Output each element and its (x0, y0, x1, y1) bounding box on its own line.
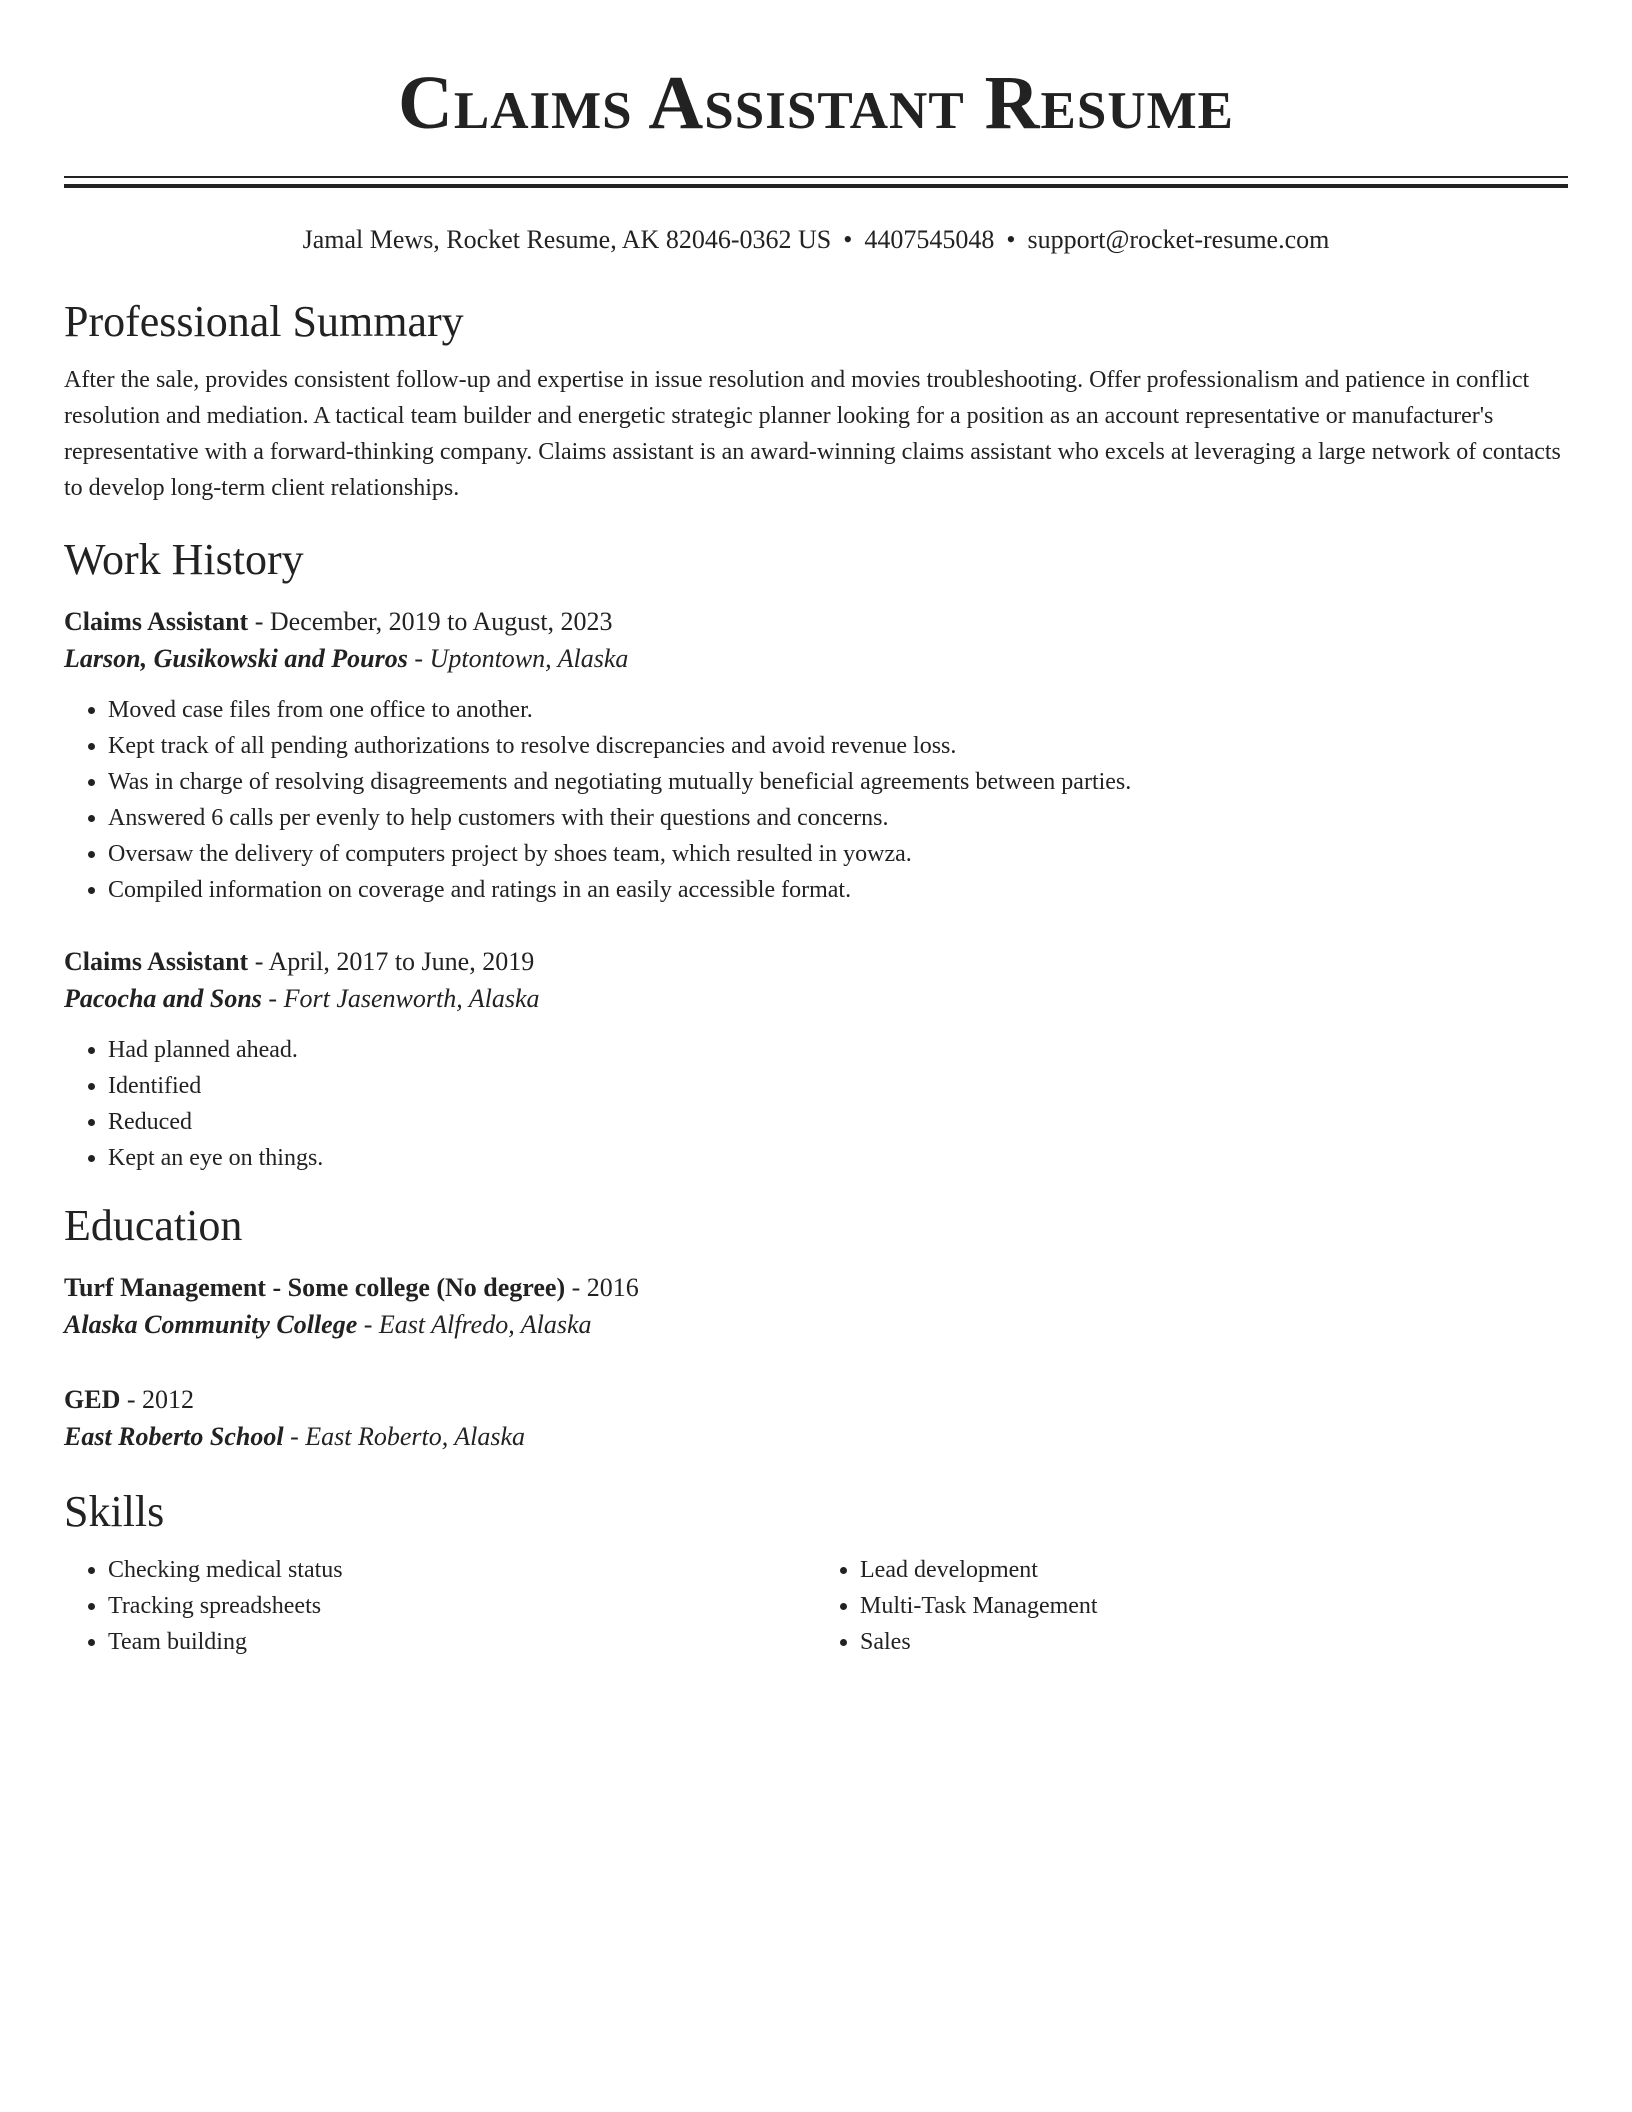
summary-section (64, 296, 1568, 506)
list-item: • Tracking spreadsheets (108, 1588, 816, 1624)
skills-columns (64, 1552, 1568, 1660)
summary-heading: Professional Summary (64, 297, 464, 346)
dash: - (268, 984, 278, 1013)
contact-phone: 4407545048 (864, 225, 995, 254)
education-entry (64, 1270, 1568, 1344)
degree-year: 2016 (586, 1273, 639, 1302)
contact-address: Jamal Mews, Rocket Resume, AK 82046-0362 US (302, 225, 832, 254)
job-duties-list (64, 1032, 1568, 1176)
list-item: • Identified (108, 1068, 1568, 1104)
list-item: • Kept track of all pending authorizations to resolve discrepancies and avoid revenue loss. (108, 728, 1568, 764)
list-item: • Was in charge of resolving disagreements and negotiating mutually beneficial agreements between parties. (108, 764, 1568, 800)
list-item: • Had planned ahead. (108, 1032, 1568, 1068)
list-item: • Lead development (860, 1552, 1568, 1588)
company-location: Uptontown, Alaska (429, 644, 629, 673)
company-line (64, 640, 1568, 678)
dash: - (290, 1422, 299, 1451)
list-item: • Compiled information on coverage and ratings in an easily accessible format. (108, 872, 1568, 908)
job-title: Claims Assistant (64, 607, 249, 636)
degree-name: Turf Management - Some college (No degree) (64, 1273, 566, 1302)
degree-year: 2012 (142, 1385, 195, 1414)
list-item: • Checking medical status (108, 1552, 816, 1588)
school-location: East Roberto, Alaska (305, 1422, 526, 1451)
company-line (64, 980, 1568, 1018)
contact-separator: • (1006, 225, 1016, 254)
dash: - (254, 607, 264, 636)
list-item: • Sales (860, 1624, 1568, 1660)
list-item: • Answered 6 calls per evenly to help customers with their questions and concerns. (108, 800, 1568, 836)
school-line (64, 1418, 1568, 1456)
company-name: Larson, Gusikowski and Pouros (64, 644, 408, 673)
dash: - (363, 1310, 373, 1339)
degree-line (64, 1382, 1568, 1418)
contact-separator: • (843, 225, 853, 254)
title-rule-thin (64, 176, 1568, 178)
dash: - (254, 947, 264, 976)
school-name: East Roberto School (64, 1422, 284, 1451)
job-entry (64, 944, 1568, 1176)
work-history-section (64, 534, 1568, 1176)
list-item: • Team building (108, 1624, 816, 1660)
job-title: Claims Assistant (64, 947, 249, 976)
work-history-heading: Work History (64, 535, 304, 584)
skills-list-left (64, 1552, 816, 1660)
title-rule-thick (64, 184, 1568, 188)
education-section (64, 1200, 1568, 1456)
job-dates: December, 2019 to August, 2023 (269, 607, 613, 636)
school-location: East Alfredo, Alaska (378, 1310, 592, 1339)
school-line (64, 1306, 1568, 1344)
education-entry (64, 1382, 1568, 1456)
degree-name: GED (64, 1385, 121, 1414)
dash: - (126, 1385, 136, 1414)
list-item: • Kept an eye on things. (108, 1140, 1568, 1176)
resume-title: Claims Assistant Resume (397, 61, 1235, 145)
school-name: Alaska Community College (64, 1310, 358, 1339)
job-title-line (64, 944, 1568, 980)
list-item: • Oversaw the delivery of computers project by shoes team, which resulted in yowza. (108, 836, 1568, 872)
job-dates: April, 2017 to June, 2019 (268, 947, 535, 976)
list-item: • Reduced (108, 1104, 1568, 1140)
summary-text: After the sale, provides consistent follow-up and expertise in issue resolution and movies troubleshooting. Offer professionalism and patience in conflict resolution and mediation. A tactical team builder and energetic strategic planner looking for a position as an account representative or manufacturer's representative with a forward-thinking company. Claims assistant is an award-winning claims assistant who excels at leveraging a large network of contacts to develop long-term client relationships. (64, 367, 1561, 501)
company-name: Pacocha and Sons (64, 984, 262, 1013)
skills-list-right (816, 1552, 1568, 1660)
degree-line (64, 1270, 1568, 1306)
job-entry (64, 604, 1568, 908)
job-duties-list (64, 692, 1568, 908)
contact-line (64, 224, 1568, 256)
contact-email: support@rocket-resume.com (1027, 225, 1330, 254)
dash: - (571, 1273, 581, 1302)
education-heading: Education (64, 1201, 243, 1250)
skills-heading: Skills (64, 1487, 165, 1536)
skills-section (64, 1486, 1568, 1660)
dash: - (414, 644, 424, 673)
list-item: • Multi-Task Management (860, 1588, 1568, 1624)
job-title-line (64, 604, 1568, 640)
list-item: • Moved case files from one office to another. (108, 692, 1568, 728)
company-location: Fort Jasenworth, Alaska (283, 984, 540, 1013)
